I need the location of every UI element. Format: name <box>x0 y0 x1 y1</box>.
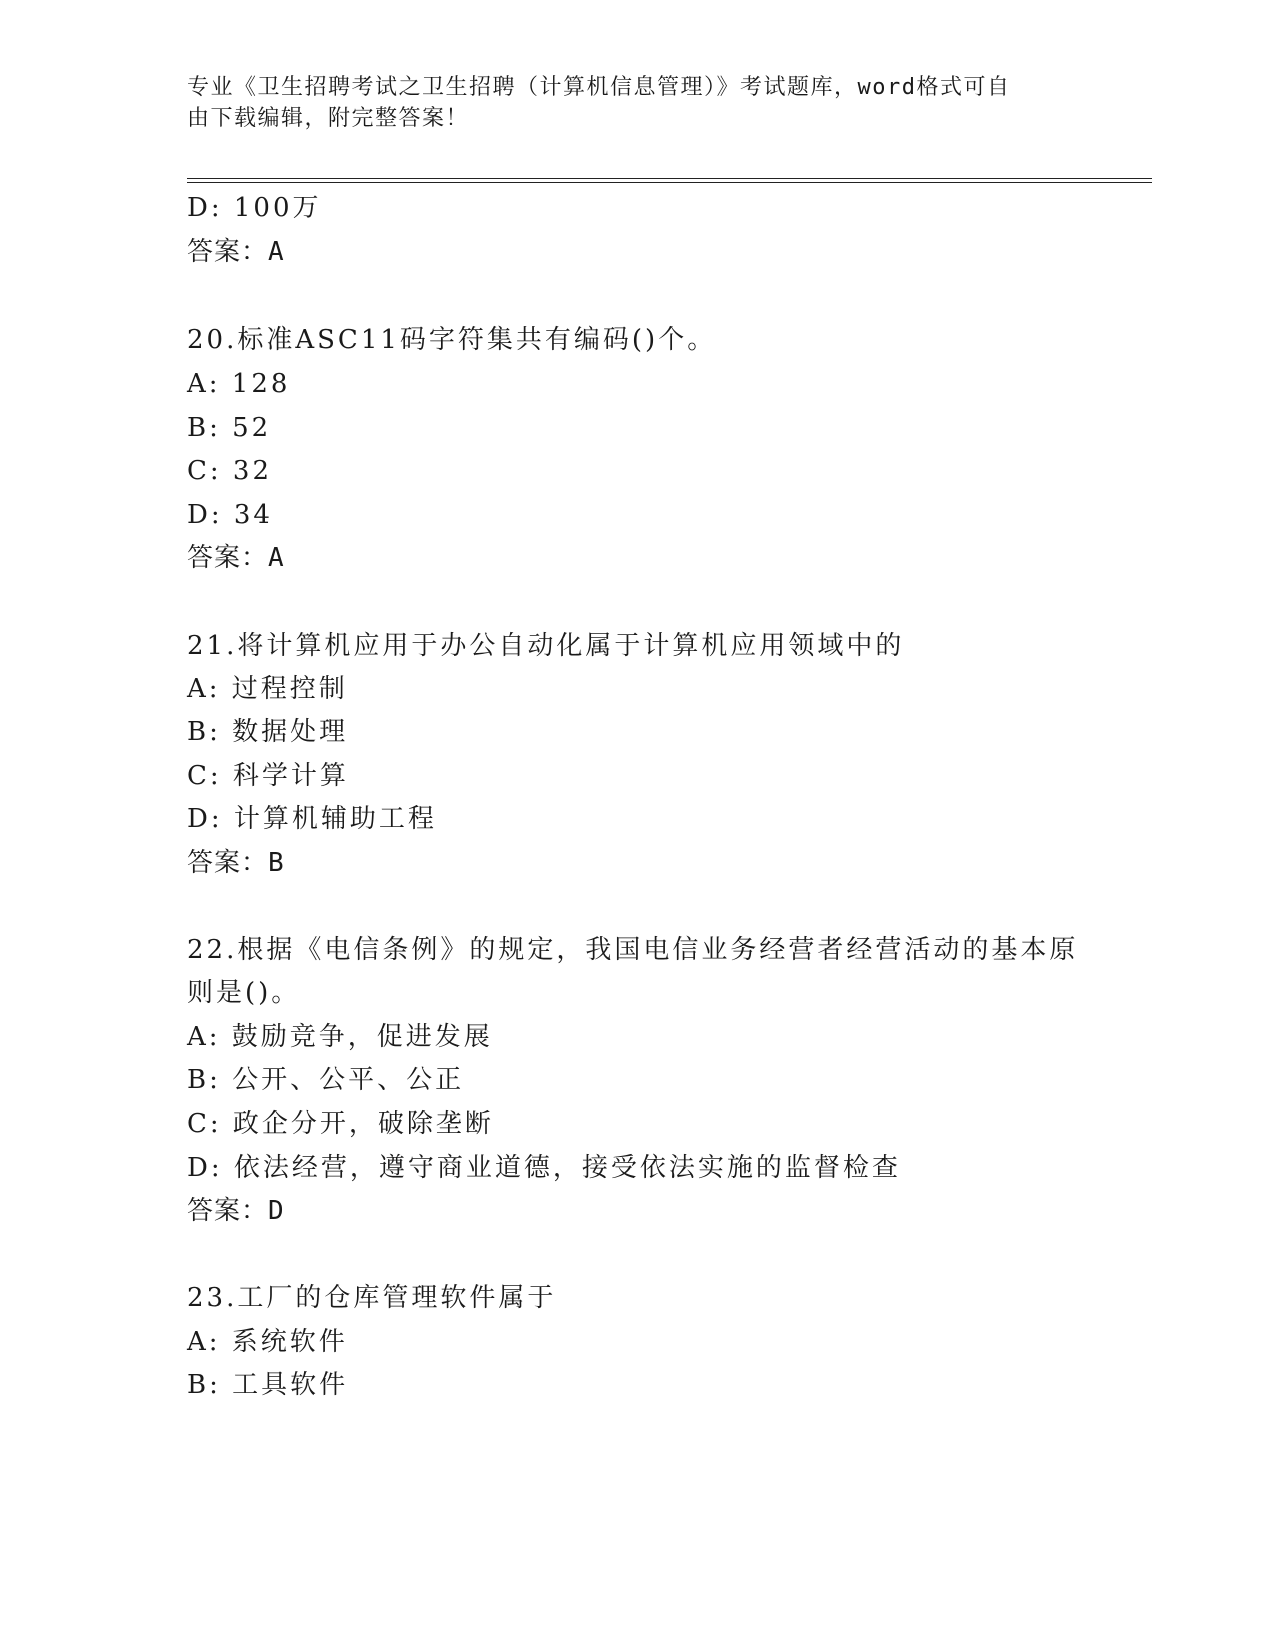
header-divider <box>187 178 1152 183</box>
header-line-2: 由下载编辑，附完整答案！ <box>187 106 470 131</box>
question-20-option-c: C: 32 <box>187 456 273 486</box>
question-21-option-d: D: 计算机辅助工程 <box>187 804 437 834</box>
question-22-option-c: C: 政企分开，破除垄断 <box>187 1109 494 1139</box>
question-22-stem: 22.根据《电信条例》的规定，我国电信业务经营者经营活动的基本原 <box>187 935 1079 965</box>
question-22-answer <box>187 1195 285 1227</box>
question-20-answer <box>187 542 285 574</box>
answer-label: 答案： <box>187 543 269 573</box>
question-20-option-b: B: 52 <box>187 413 272 443</box>
header-line-1: 专业《卫生招聘考试之卫生招聘（计算机信息管理）》考试题库，word格式可自 <box>187 75 1011 100</box>
question-23-stem: 23.工厂的仓库管理软件属于 <box>187 1283 557 1313</box>
question-20-option-a: A: 128 <box>187 369 291 399</box>
answer-value: A <box>268 543 285 573</box>
question-22-option-d: D: 依法经营，遵守商业道德，接受依法实施的监督检查 <box>187 1153 901 1183</box>
question-23-option-a: A: 系统软件 <box>187 1327 348 1357</box>
answer-label: 答案： <box>187 237 269 267</box>
answer-value: A <box>268 237 285 267</box>
question-20-option-d: D: 34 <box>187 500 273 530</box>
prev-question-option-d: D: 100万 <box>187 193 322 223</box>
answer-label: 答案： <box>187 1196 269 1226</box>
question-21-stem: 21.将计算机应用于办公自动化属于计算机应用领域中的 <box>187 631 905 661</box>
question-23-option-b: B: 工具软件 <box>187 1370 349 1400</box>
prev-question-answer <box>187 236 285 268</box>
question-22-stem-continued: 则是()。 <box>187 978 301 1008</box>
question-21-option-a: A: 过程控制 <box>187 674 348 704</box>
answer-value: D <box>268 1196 285 1226</box>
question-22-option-b: B: 公开、公平、公正 <box>187 1065 465 1095</box>
question-21-answer <box>187 847 285 879</box>
question-22-option-a: A: 鼓励竞争，促进发展 <box>187 1022 493 1052</box>
question-20-stem: 20.标准ASC11码字符集共有编码()个。 <box>187 325 717 355</box>
question-21-option-c: C: 科学计算 <box>187 761 349 791</box>
document-header <box>187 72 1087 134</box>
question-21-option-b: B: 数据处理 <box>187 717 349 747</box>
answer-value: B <box>268 848 285 878</box>
answer-label: 答案： <box>187 848 269 878</box>
